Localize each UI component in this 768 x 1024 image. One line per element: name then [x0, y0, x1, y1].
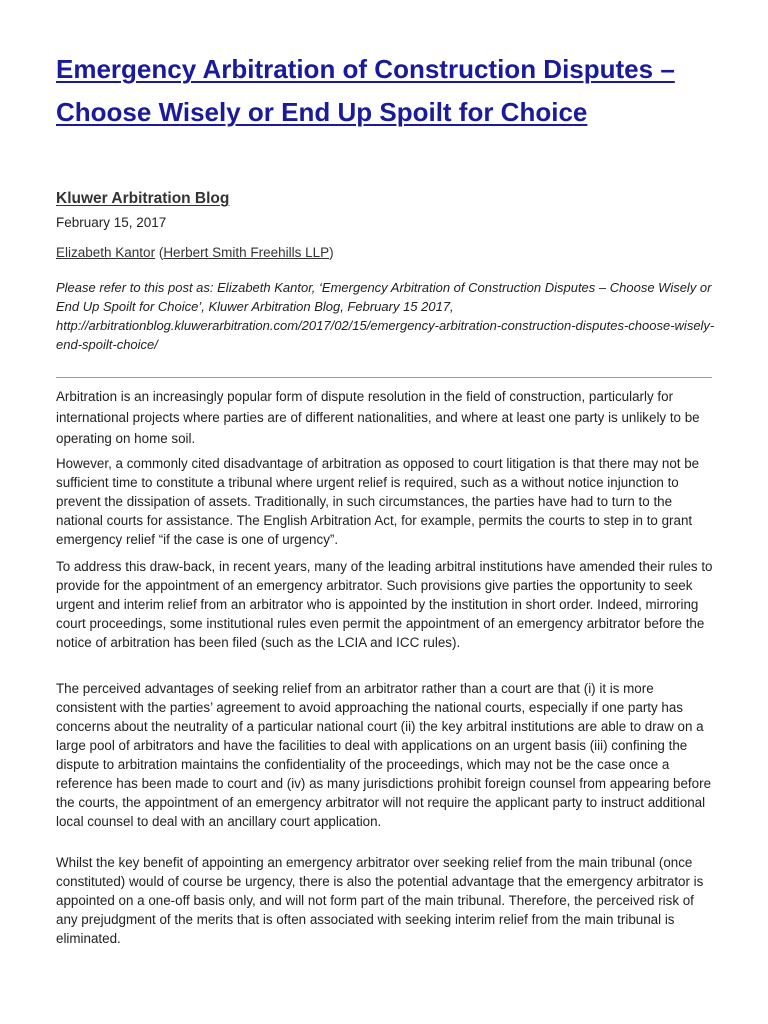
body-paragraph-1: Arbitration is an increasingly popular form of dispute resolution in the field of construction, particularly for international projects where parties are of different nationalities, and where at least one party is unlikely to be operating on home soil.	[56, 389, 700, 446]
body-paragraph-3: To address this draw-back, in recent years, many of the leading arbitral institutions have amended their rules to provide for the appointment of an emergency arbitrator. Such provisions give parties the opportunity to seek urgent and interim relief from an arbitrator who is appointed by the institution in short order. Indeed, mirroring court proceedings, some institutional rules even permit the appointment of an emergency arbitrator before the notice of arbitration has been filed (such as the LCIA and ICC rules).	[56, 559, 713, 650]
body-paragraph-5: Whilst the key benefit of appointing an emergency arbitrator over seeking relief from the main tribunal (once constituted) would of course be urgency, there is also the potential advantage that the emergency arbitrator is appointed on a one-off basis only, and will not form part of the main tribunal. Therefore, the perceived risk of any prejudgment of the merits that is often associated with seeking interim relief from the main tribunal is eliminated.	[56, 855, 704, 946]
article-title-link[interactable]: Emergency Arbitration of Construction Disputes – Choose Wisely or End Up Spoilt for Choice	[56, 54, 675, 127]
firm-open-paren: (	[155, 245, 164, 260]
publication-date: February 15, 2017	[56, 215, 167, 230]
author-link[interactable]: Elizabeth Kantor	[56, 245, 156, 260]
blog-name-link[interactable]: Kluwer Arbitration Blog	[56, 190, 230, 207]
author-line	[56, 245, 334, 260]
firm-link[interactable]: Herbert Smith Freehills LLP	[163, 245, 330, 260]
citation-note: Please refer to this post as: Elizabeth Kantor, ‘Emergency Arbitration of Construction Disputes – Choose Wisely or End Up Spoilt for Choice’, Kluwer Arbitration Blog, February 15 2017, http://arbitrationblog.kluwerarbitration.com/2017/02/15/emergency-arbitration-construction-disputes-choose-wisely-end-spoilt-choice/	[56, 280, 715, 352]
body-paragraph-2: However, a commonly cited disadvantage of arbitration as opposed to court litigation is that there may not be sufficient time to constitute a tribunal where urgent relief is required, such as a without notice injunction to prevent the dissipation of assets. Traditionally, in such circumstances, the parties have had to turn to the national courts for assistance. The English Arbitration Act, for example, permits the courts to step in to grant emergency relief “if the case is one of urgency”.	[56, 456, 700, 547]
firm-close-paren: )	[329, 245, 334, 260]
body-paragraph-4: The perceived advantages of seeking relief from an arbitrator rather than a court are that (i) it is more consistent with the parties’ agreement to avoid approaching the national courts, especially if one party has concerns about the neutrality of a particular national court (ii) the key arbitral institutions are able to draw on a large pool of arbitrators and have the facilities to deal with applications on an urgent basis (iii) confining the dispute to arbitration maintains the confidentiality of the proceedings, which may not be the case once a reference has been made to court and (iv) as many jurisdictions prohibit foreign counsel from appearing before the courts, the appointment of an emergency arbitrator will not require the applicant party to instruct additional local counsel to deal with an ancillary court application.	[56, 681, 712, 829]
section-divider	[56, 377, 712, 378]
